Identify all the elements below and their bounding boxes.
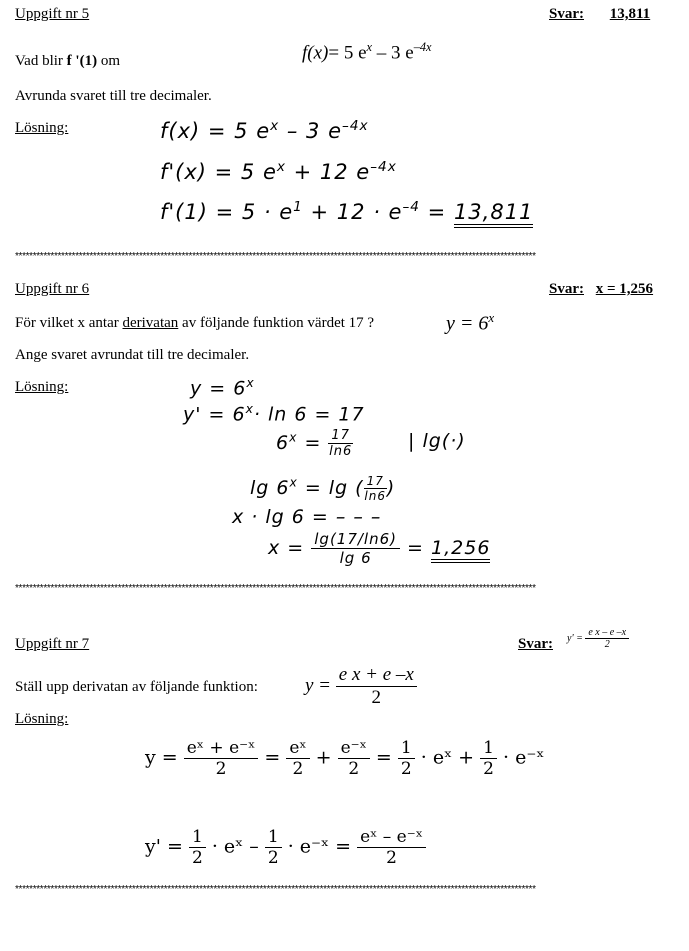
task5-answer [549, 6, 650, 23]
task7-line2-frac1 [189, 827, 206, 868]
task6-hw2-b: · ln 6 = 17 [253, 403, 365, 426]
task6-hw6-a: x = [268, 537, 312, 559]
task7-line1-t1: · eˣ + [420, 746, 475, 769]
task7-answer-den: 2 [604, 639, 610, 650]
task5-step3-c: = [419, 200, 454, 224]
task7-answer [567, 627, 629, 650]
task7-line1-lhs: y = [145, 746, 178, 769]
task6-hw4 [250, 474, 395, 503]
task5-step3-a: f'(1) = 5 · e [160, 200, 294, 224]
task6-hw2 [183, 402, 365, 425]
task6-hw2-a: y' = 6 [183, 403, 246, 426]
task7-line2 [145, 827, 426, 868]
task7-line2-f3-den: 2 [386, 848, 397, 868]
task5-step2-exp1: x [276, 159, 286, 175]
task6-hw3-den: ln6 [329, 444, 353, 459]
task7-function [305, 664, 417, 709]
task5-question-suffix: om [97, 53, 120, 69]
task5-function-exp1: x [366, 40, 373, 54]
task7-line1 [145, 738, 544, 779]
task7-line1-f5-den: 2 [483, 759, 494, 779]
task7-line1-f4-num: 1 [398, 738, 415, 759]
task7-line1-frac4 [398, 738, 415, 779]
task7-solution-label: Lösning: [15, 711, 69, 727]
task5-step3-result: 13,811 [454, 200, 533, 228]
task7-heading: Uppgift nr 7 [15, 636, 90, 652]
task7-line1-f1-den: 2 [215, 759, 227, 779]
task5-step2-b: + 12 e [285, 160, 371, 184]
task6-function-exp: x [488, 310, 495, 325]
task5-function-lhs: f(x) [302, 42, 329, 64]
task7-line1-frac5 [480, 738, 497, 779]
task6-question-suffix: av följande funktion värdet 17 ? [178, 315, 375, 331]
task6-hw2-exp: x [245, 402, 254, 416]
task5-step2-a: f'(x) = 5 e [160, 160, 277, 184]
task5-step1 [160, 118, 369, 143]
task6-hw1-a: y = 6 [190, 377, 247, 400]
task6-question [15, 315, 374, 332]
task7-answer-label: Svar: [518, 636, 553, 652]
task5-step2-exp2: –4x [370, 159, 397, 175]
task6-hw6-result: 1,256 [431, 537, 490, 563]
task5-step3-b: + 12 · e [302, 200, 403, 224]
task5-function-mid: – 3 e [372, 42, 414, 64]
task6-hw4-exp: x [289, 475, 298, 490]
task6-hw6 [268, 530, 490, 567]
task7-line2-f3-num: eˣ – e⁻ˣ [357, 827, 426, 848]
task7-answer-lhs: y' = [567, 632, 583, 644]
task6-hw4-num: 17 [364, 474, 387, 489]
task5-heading: Uppgift nr 5 [15, 6, 90, 22]
task5-solution-label: Lösning: [15, 120, 69, 136]
task6-hw4-b: = lg ( [297, 477, 364, 499]
task7-line1-frac1 [184, 738, 259, 779]
task7-line2-f2-den: 2 [267, 848, 279, 868]
task6-hw1-exp: x [246, 376, 255, 390]
task5-function-exp2: –4x [413, 40, 432, 54]
task7-line2-lhs: y' = [145, 835, 183, 858]
task7-line2-f1-num: 1 [189, 827, 206, 848]
task5-question-prefix: Vad blir [15, 53, 67, 69]
task5-step1-b: – 3 e [279, 119, 342, 143]
task7-line1-f5-num: 1 [480, 738, 497, 759]
task6-answer [549, 281, 653, 298]
task7-answer-num: e x – e –x [585, 627, 629, 639]
task7-function-frac [336, 664, 417, 709]
task7-line1-f4-den: 2 [400, 759, 412, 779]
task5-answer-value: 13,811 [609, 6, 651, 22]
task7-answer-frac [585, 627, 629, 650]
task6-function-base: y = 6 [446, 312, 489, 335]
task6-hw6-b: = [400, 537, 432, 559]
task6-question-prefix: För vilket x antar [15, 315, 123, 331]
task6-hw6-den: lg 6 [339, 549, 372, 567]
task7-line1-t2: · e⁻ˣ [503, 746, 545, 769]
task6-hw4-frac [364, 474, 387, 503]
task6-question-underlined: derivatan [122, 315, 179, 331]
task6-instruction: Ange svaret avrundat till tre decimaler. [15, 347, 250, 363]
task7-line1-plus1: + [315, 746, 332, 769]
task5-step3 [160, 199, 533, 224]
task6-hw3-note: | lg(·) [408, 430, 466, 452]
task5-step3-exp1: 1 [293, 199, 303, 215]
task7-question: Ställ upp derivatan av följande funktion: [15, 679, 258, 695]
task6-hw4-den: ln6 [364, 489, 386, 503]
task6-hw1 [190, 376, 255, 399]
task6-answer-label: Svar: [549, 281, 584, 297]
task6-hw6-num: lg(17/ln6) [311, 530, 400, 549]
task6-function [446, 310, 494, 336]
task6-hw3-frac [328, 428, 353, 459]
separator-2: *************************************************************************************************************************************************** [15, 583, 536, 594]
separator-1: *************************************************************************************************************************************************** [15, 251, 536, 262]
task6-solution-label: Lösning: [15, 379, 69, 395]
task6-hw3-a: 6 [276, 432, 290, 454]
task5-step1-a: f(x) = 5 e [160, 119, 271, 143]
task7-line1-f3-num: e⁻ˣ [338, 738, 370, 759]
task5-step3-exp2: –4 [402, 199, 420, 215]
task5-question [15, 53, 120, 70]
task7-line2-f2-num: 1 [265, 827, 282, 848]
task7-function-lhs: y = [305, 674, 332, 696]
task7-line1-f1-num: eˣ + e⁻ˣ [184, 738, 259, 759]
task7-function-num: e x + e –x [336, 664, 417, 687]
task7-line2-f1-den: 2 [191, 848, 203, 868]
task6-hw5: x · lg 6 = – – – [232, 506, 382, 528]
task7-line1-frac3 [338, 738, 370, 779]
task5-function-rhs: = 5 e [328, 42, 367, 64]
task7-function-den: 2 [371, 687, 382, 708]
task7-line2-t1: · eˣ – [211, 835, 259, 858]
task5-instruction: Avrunda svaret till tre decimaler. [15, 88, 212, 104]
task6-heading: Uppgift nr 6 [15, 281, 90, 297]
task5-step1-exp1: x [270, 118, 280, 134]
task6-answer-value: x = 1,256 [595, 281, 654, 297]
task6-hw3-exp: x [289, 430, 298, 445]
separator-3: *************************************************************************************************************************************************** [15, 884, 536, 895]
task6-hw3 [276, 428, 353, 459]
task5-step1-exp2: –4x [342, 118, 369, 134]
task5-answer-label: Svar: [549, 6, 584, 22]
task7-line1-f2-den: 2 [292, 759, 304, 779]
task6-hw6-frac [311, 530, 400, 567]
task6-hw3-b: = [297, 432, 329, 454]
task6-hw3-num: 17 [328, 428, 353, 444]
task5-function [302, 40, 432, 64]
task7-line2-frac3 [357, 827, 426, 868]
task5-step2 [160, 159, 397, 184]
task7-line1-f2-num: eˣ [286, 738, 309, 759]
task7-line2-t2: · e⁻ˣ = [287, 835, 352, 858]
task5-question-bold: f '(1) [66, 53, 98, 69]
task6-hw4-c: ) [386, 477, 396, 499]
task7-line1-eq1: = [264, 746, 281, 769]
task7-line2-frac2 [265, 827, 282, 868]
task7-line1-f3-den: 2 [348, 759, 360, 779]
task7-line1-eq2: = [375, 746, 392, 769]
task6-hw4-a: lg 6 [250, 477, 290, 499]
task7-line1-frac2 [286, 738, 309, 779]
